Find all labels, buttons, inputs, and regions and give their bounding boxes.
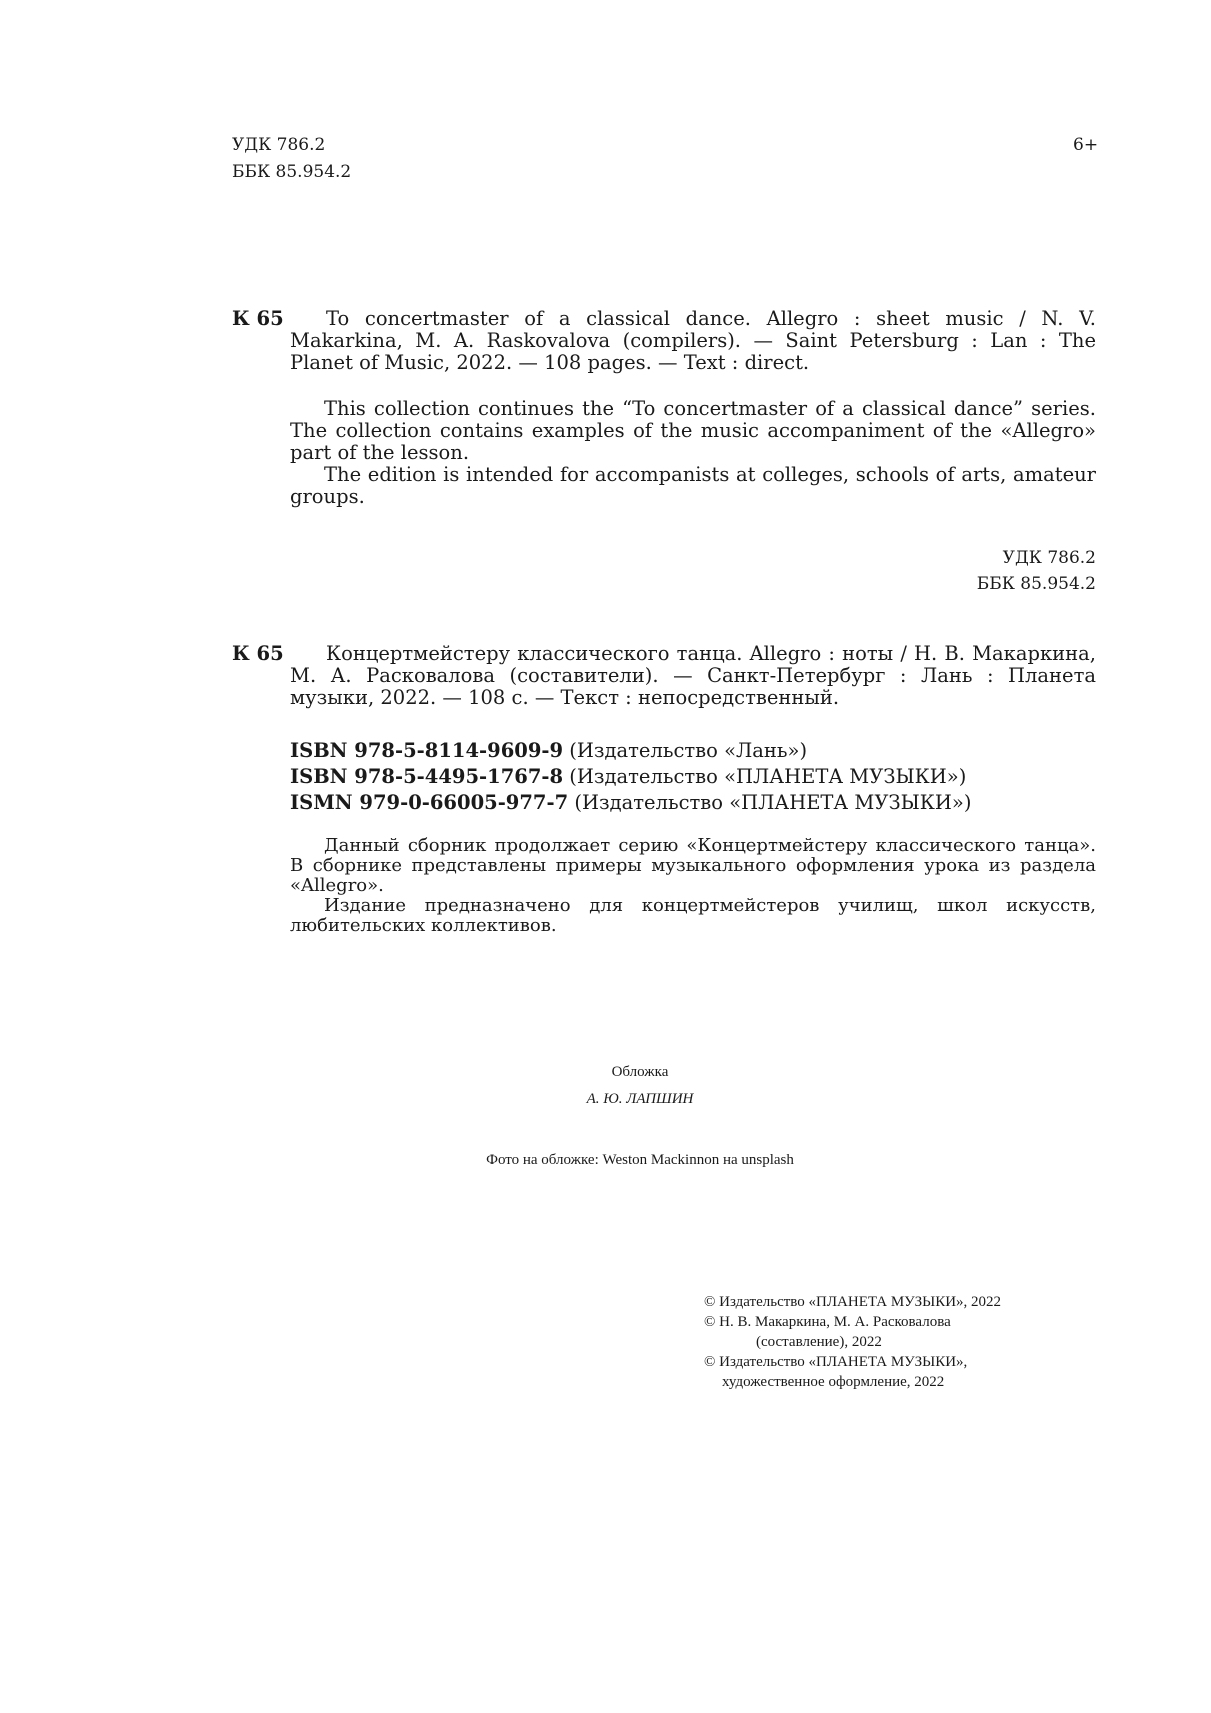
ismn-planeta-publisher: (Издательство «ПЛАНЕТА МУЗЫКИ») bbox=[574, 791, 972, 814]
ismn-planeta-code: ISMN 979-0-66005-977-7 bbox=[290, 791, 569, 814]
russian-code: К 65 bbox=[232, 642, 284, 665]
english-bibliographic-entry: To concertmaster of a classical dance. Allegro : sheet music / N. V. Makarkina, M. A. Raskovalova (compilers). — Saint Petersburg : Lan : The Planet of Music, 2022. — 108 pages. — Text : direct. bbox=[290, 307, 1096, 374]
isbn-lan-publisher: (Издательство «Лань») bbox=[569, 739, 808, 762]
copyright-line2: © Н. В. Макаркина, М. А. Расковалова bbox=[704, 1314, 951, 1330]
isbn-planeta bbox=[290, 764, 971, 790]
isbn-planeta-publisher: (Издательство «ПЛАНЕТА МУЗЫКИ») bbox=[569, 765, 967, 788]
russian-bibliographic-entry: Концертмейстеру классического танца. Allegro : ноты / Н. В. Макаркина, М. А. Расковалова (составители). — Санкт-Петербург : Лань : Планета музыки, 2022. — 108 с. — Текст : непосредственный. bbox=[290, 642, 1096, 709]
header-udk: УДК 786.2 bbox=[232, 135, 326, 155]
english-annotation-para1: This collection continues the “To concertmaster of a classical dance” series. The collection contains examples of the music accompaniment of the «Allegro» part of the lesson. bbox=[290, 397, 1096, 464]
copyright-line5: художественное оформление, 2022 bbox=[722, 1374, 945, 1390]
english-bbk: ББК 85.954.2 bbox=[976, 574, 1096, 594]
cover-designer: А. Ю. ЛАПШИН bbox=[586, 1091, 694, 1107]
copyright-block bbox=[704, 1292, 1104, 1392]
russian-annotation bbox=[290, 836, 1096, 936]
english-code: К 65 bbox=[232, 307, 284, 330]
age-rating: 6+ bbox=[1073, 135, 1099, 155]
copyright-line4: © Издательство «ПЛАНЕТА МУЗЫКИ», bbox=[704, 1354, 968, 1370]
header-bbk: ББК 85.954.2 bbox=[232, 162, 352, 182]
english-annotation-para2: The edition is intended for accompanists at colleges, schools of arts, amateur groups. bbox=[290, 463, 1096, 508]
russian-annotation-para1: Данный сборник продолжает серию «Концертмейстеру классического танца». В сборнике представлены примеры музыкального оформления урока из раздела «Allegro». bbox=[290, 835, 1096, 896]
isbn-lan-code: ISBN 978-5-8114-9609-9 bbox=[290, 739, 564, 762]
isbn-planeta-code: ISBN 978-5-4495-1767-8 bbox=[290, 765, 564, 788]
english-annotation bbox=[290, 398, 1096, 508]
english-udk: УДК 786.2 bbox=[1002, 548, 1096, 568]
russian-annotation-para2: Издание предназначено для концертмейстеров училищ, школ искусств, любительских коллективов. bbox=[290, 895, 1096, 936]
ismn-planeta bbox=[290, 790, 971, 816]
isbn-lan bbox=[290, 738, 971, 764]
copyright-line1: © Издательство «ПЛАНЕТА МУЗЫКИ», 2022 bbox=[704, 1294, 1002, 1310]
identifier-list bbox=[290, 738, 971, 816]
cover-photo-credit: Фото на обложке: Weston Mackinnon на unsplash bbox=[486, 1152, 794, 1168]
copyright-line3: (составление), 2022 bbox=[756, 1334, 882, 1350]
cover-label: Обложка bbox=[611, 1064, 669, 1080]
